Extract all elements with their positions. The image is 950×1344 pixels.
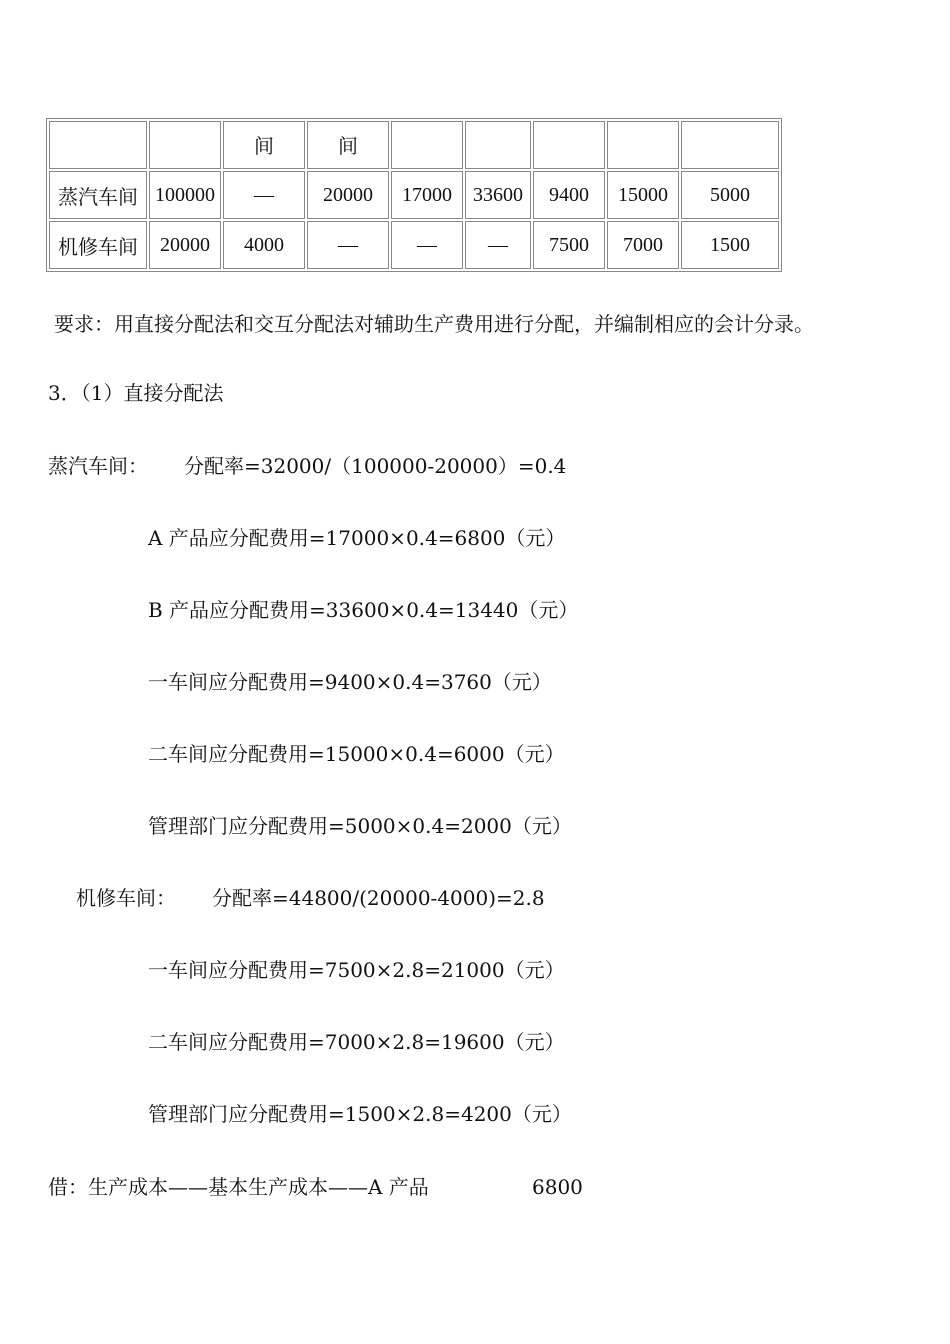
table-cell <box>607 121 679 169</box>
requirement-text: 要求：用直接分配法和交互分配法对辅助生产费用进行分配，并编制相应的会计分录。 <box>54 312 814 336</box>
table-cell: 1500 <box>681 221 779 269</box>
table-cell <box>149 121 221 169</box>
table-cell: — <box>223 171 305 219</box>
steam-line-b-product: B 产品应分配费用=33600×0.4=13440（元） <box>148 598 579 622</box>
section-heading: 3．（1）直接分配法 <box>48 381 224 405</box>
table-cell: 蒸汽车间 <box>49 171 147 219</box>
table-cell: 17000 <box>391 171 463 219</box>
allocation-table <box>46 118 782 272</box>
table-cell: — <box>391 221 463 269</box>
repair-label: 机修车间： <box>76 886 176 910</box>
steam-label: 蒸汽车间： <box>48 454 148 478</box>
table-cell: 4000 <box>223 221 305 269</box>
table-header-row <box>49 121 779 169</box>
steam-line-workshop-1: 一车间应分配费用=9400×0.4=3760（元） <box>148 670 552 694</box>
repair-line-workshop-2: 二车间应分配费用=7000×2.8=19600（元） <box>148 1030 565 1054</box>
repair-line-workshop-1: 一车间应分配费用=7500×2.8=21000（元） <box>148 958 565 982</box>
table-cell: 9400 <box>533 171 605 219</box>
table-cell: 20000 <box>149 221 221 269</box>
table-cell <box>391 121 463 169</box>
table-row-repair <box>49 221 779 269</box>
table-cell: 机修车间 <box>49 221 147 269</box>
table-cell <box>681 121 779 169</box>
table-cell: — <box>465 221 531 269</box>
table-cell: 7500 <box>533 221 605 269</box>
table-cell <box>533 121 605 169</box>
table-cell: 7000 <box>607 221 679 269</box>
table-row-steam <box>49 171 779 219</box>
steam-rate: 分配率=32000/（100000-20000）=0.4 <box>184 454 567 478</box>
table-cell: 15000 <box>607 171 679 219</box>
table-cell <box>49 121 147 169</box>
steam-line-a-product: A 产品应分配费用=17000×0.4=6800（元） <box>148 526 566 550</box>
table-cell: 100000 <box>149 171 221 219</box>
repair-line-management: 管理部门应分配费用=1500×2.8=4200（元） <box>148 1102 572 1126</box>
steam-line-workshop-2: 二车间应分配费用=15000×0.4=6000（元） <box>148 742 565 766</box>
table-cell <box>465 121 531 169</box>
steam-line-management: 管理部门应分配费用=5000×0.4=2000（元） <box>148 814 572 838</box>
table-cell: — <box>307 221 389 269</box>
journal-entry-amount: 6800 <box>532 1175 583 1199</box>
table-cell: 33600 <box>465 171 531 219</box>
table-cell: 5000 <box>681 171 779 219</box>
table-cell: 间 <box>307 121 389 169</box>
repair-rate: 分配率=44800/(20000-4000)=2.8 <box>212 886 545 910</box>
table-cell: 间 <box>223 121 305 169</box>
table-cell: 20000 <box>307 171 389 219</box>
journal-entry-account: 借：生产成本——基本生产成本——A 产品 <box>48 1175 429 1199</box>
